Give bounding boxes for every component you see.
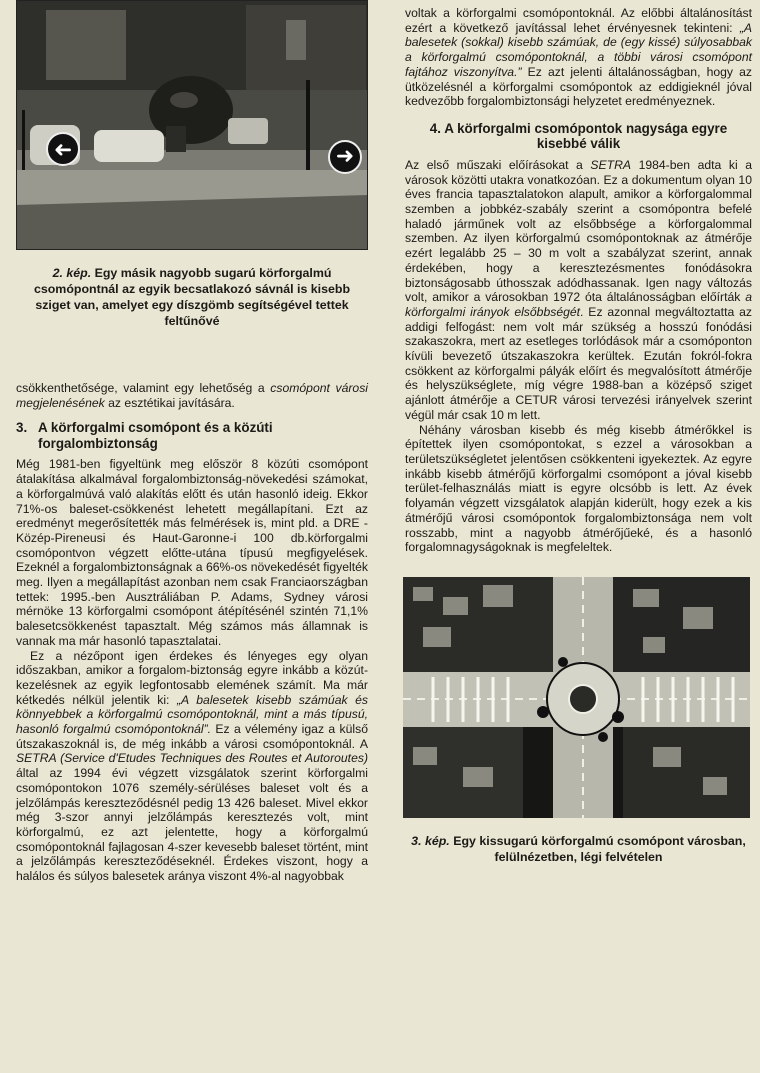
figure-3-caption xyxy=(409,833,748,865)
text-run: . Ez azonnal megváltoztatta az addigi felfogást: nem volt már szükség a hosszú fonódási szakaszokra, mert az esetleges torlódások már a csomóponton kívüli bevezető útszakaszokra kerültek. Ezután fokról-fokra csökkent az körforgalmi pályák előírt és megvalósított átmérője és helyszükséglete, míg végre 1988-ban a középső sziget ajánlott átmérője a CETUR városi tervezési irányelvek szerint végül már csak 10 m lett. xyxy=(405,304,752,422)
figure-2-label: 2. kép. xyxy=(52,266,92,280)
text-run: Még 1981-ben figyeltünk meg először 8 közúti csomópont átalakítása alkalmával forgalombiztonság-növekedési számokat, a körforgalmúvá való alakítás előtt és után hasonló ideig. Ekkor 71%-os baleset-csökkenést lehetett megállapítani. Ezt az eredményt megerősítették más felmérések is, mint pld. a DRE - Közép-Pireneusi és Haut-Garonne-i 100 db.körforgalmi csomópontvon végzett előtte-utána típusú megfigyelések. Ezeknél a forgalombiztonságnak a 66%-os növekedését figyelték meg. Ilyen a megállapítást azonban nem csak Franciaországban tettek: 1995.-ben Ausztráliában P. Adams, Sydney városi mérnöke 13 körforgalmi csomópont átépítésénél szintén 71,1% balesetcsökkenést tapasztalt. Még számos más államnak is vannak ma már hasonló tapasztalatai. xyxy=(16,457,368,648)
section-3-paragraph-1 xyxy=(16,457,368,648)
figure-2-caption-text: Egy másik nagyobb sugarú körforgalmú csomópontnál az egyik becsatlakozó sávnál is kisebb sziget van, amelyet egy díszgömb segítségével tettek feltűnővé xyxy=(33,266,351,328)
italic-text-run: csomópont városi megjelenésének xyxy=(16,381,369,410)
text-run: Ez a vélemény igaz a külső útszakaszoknál is, de még inkább a városi csomópontoknál. A xyxy=(16,722,368,751)
text-run: Ez azt jelenti általánosságban, hogy az ütközelésnél a körforgalmi csomópontok az eddigieknél jóval kedvezőbb forgalombiztonsági helyzetet eredményeznek. xyxy=(405,64,752,109)
text-run: 1984-ben adta ki a városok közötti utakra vonatkozóan. Ez a dokumentum olyan 10 éves francia tapasztalatokon alapult, amikor a körforgalommal szemben a jobbkéz-szabály szerint a csomópontra befelé haladó járműnek volt az elsőbbsége a körforgalommal szemben. Az ilyen körforgalmú csomópontoknak az átmérője ezért legalább 25 – 30 m volt a szabályzat szerint, annak érdekében, hogy a keresztezésmentes fonódásokra biztonságosabb úthosszak adódhassanak. Igen nagy változás volt, amikor a városokban 1972 óta általánosságban előírták xyxy=(405,157,752,305)
text-run: Az első műszaki előírásokat a xyxy=(405,157,591,172)
section-4-paragraph-2 xyxy=(405,423,752,555)
roundabout-street-photo xyxy=(16,0,368,250)
right-column xyxy=(405,6,752,865)
text-run: Ez a nézőpont igen érdekes és lényeges egy olyan időszakban, amikor a forgalom-biztonság egyre inkább a közút-kezelésnek az egyik legfontosabb elemének számít. Ma már kétkedés nélkül jelentik ki: xyxy=(16,648,368,707)
section-3-title-line2: forgalombiztonság xyxy=(38,435,158,451)
figure-3-photo xyxy=(403,577,750,818)
section-4-title-line2: kisebbé válik xyxy=(536,136,621,152)
italic-text-run: SETRA xyxy=(590,157,632,172)
text-run: Néhány városban kisebb és még kisebb átmérőkkel is építettek ilyen csomópontokat, s ezzel a városokban a területszükségletet jelentősen csökkenteni igyekeztek. Az egyre inkább kisebb átmérőjű körforgalmi csomópont a jóval kisebb terület-felhasználás miatt is egyre olcsóbb is lett. Az évek folyamán végzett vizsgálatok alapján kiderült, hogy ezek a kis átmérőjű városi csomópontok forgalombiztonsága nem volt rosszabb, mint a nagyobb átmérőjűeké, és a hasonló forgalomnagyságoknak is megfeleltek. xyxy=(405,422,752,555)
text-run: az esztétikai javítására. xyxy=(104,395,235,410)
section-4-heading xyxy=(405,121,752,152)
section-3-title-line1: A körforgalmi csomópont és a közúti xyxy=(38,420,273,436)
section-3-number: 3. xyxy=(16,420,28,436)
aerial-roundabout-photo xyxy=(403,577,750,818)
text-run: által az 1994 évi végzett vizsgálatok szerint körforgalmi csomópontokon 1076 személy-sérüléses baleset volt és a jelzőlámpás kereszteződésnél pedig 13 426 baleset. Mivel ekkor még 3-szor annyi jelzőlámpás keresztezés volt, mint körforgalmú, ez azt jelentette, hogy a körforgalmú csomópontoknál fajlagosan 4-szer kevesebb baleset történt, mint a jelzőlámpás kereszteződéseknél. Érdekes viszont, hogy a halálos és súlyos balesetek aránya viszont 4%-al nagyobbak xyxy=(16,766,368,884)
figure-3-label: 3. kép. xyxy=(411,833,450,848)
italic-text-run: SETRA (Service d'Etudes Techniques des Routes et Autoroutes) xyxy=(16,751,368,766)
italic-text-run: „A balesetek (sokkal) kisebb számúak, de (egy kissé) súlyosabbak a körforgalmú csomópontoknál, a többi városi csomópont fajtához viszonyítva.” xyxy=(405,20,752,79)
section-3-paragraph-2 xyxy=(16,649,368,884)
figure-2-caption xyxy=(20,265,364,329)
italic-text-run: „A balesetek kisebb számúak és könnyebbek a körforgalmú csomópontoknál, mint a más típusú, hasonló forgalmú csomópontoknál”. xyxy=(16,692,368,737)
intro-paragraph xyxy=(16,381,368,410)
italic-text-run: a körforgalmi irányok elsőbbségét xyxy=(405,290,752,319)
figure-2-photo xyxy=(16,0,368,250)
section-3-heading xyxy=(16,420,368,451)
text-run: voltak a körforgalmi csomópontoknál. Az előbbi általánosítást ezért a következő javítással lehet érvényesnek tekinteni: xyxy=(405,6,752,35)
arrow-right-icon: ➜ xyxy=(328,140,362,174)
text-run: csökkenthetősége, valamint egy lehetőség a xyxy=(16,381,271,395)
figure-3-caption-text: Egy kissugarú körforgalmú csomópont városban, felülnézetben, légi felvételen xyxy=(449,833,746,864)
section-4-title-line1: A körforgalmi csomópontok nagysága egyre xyxy=(444,120,728,136)
section-4-paragraph-1 xyxy=(405,158,752,423)
section-4-number: 4. xyxy=(429,120,441,136)
continued-paragraph xyxy=(405,6,752,109)
left-column xyxy=(16,0,368,884)
arrow-right-icon: ➜ xyxy=(46,132,80,166)
